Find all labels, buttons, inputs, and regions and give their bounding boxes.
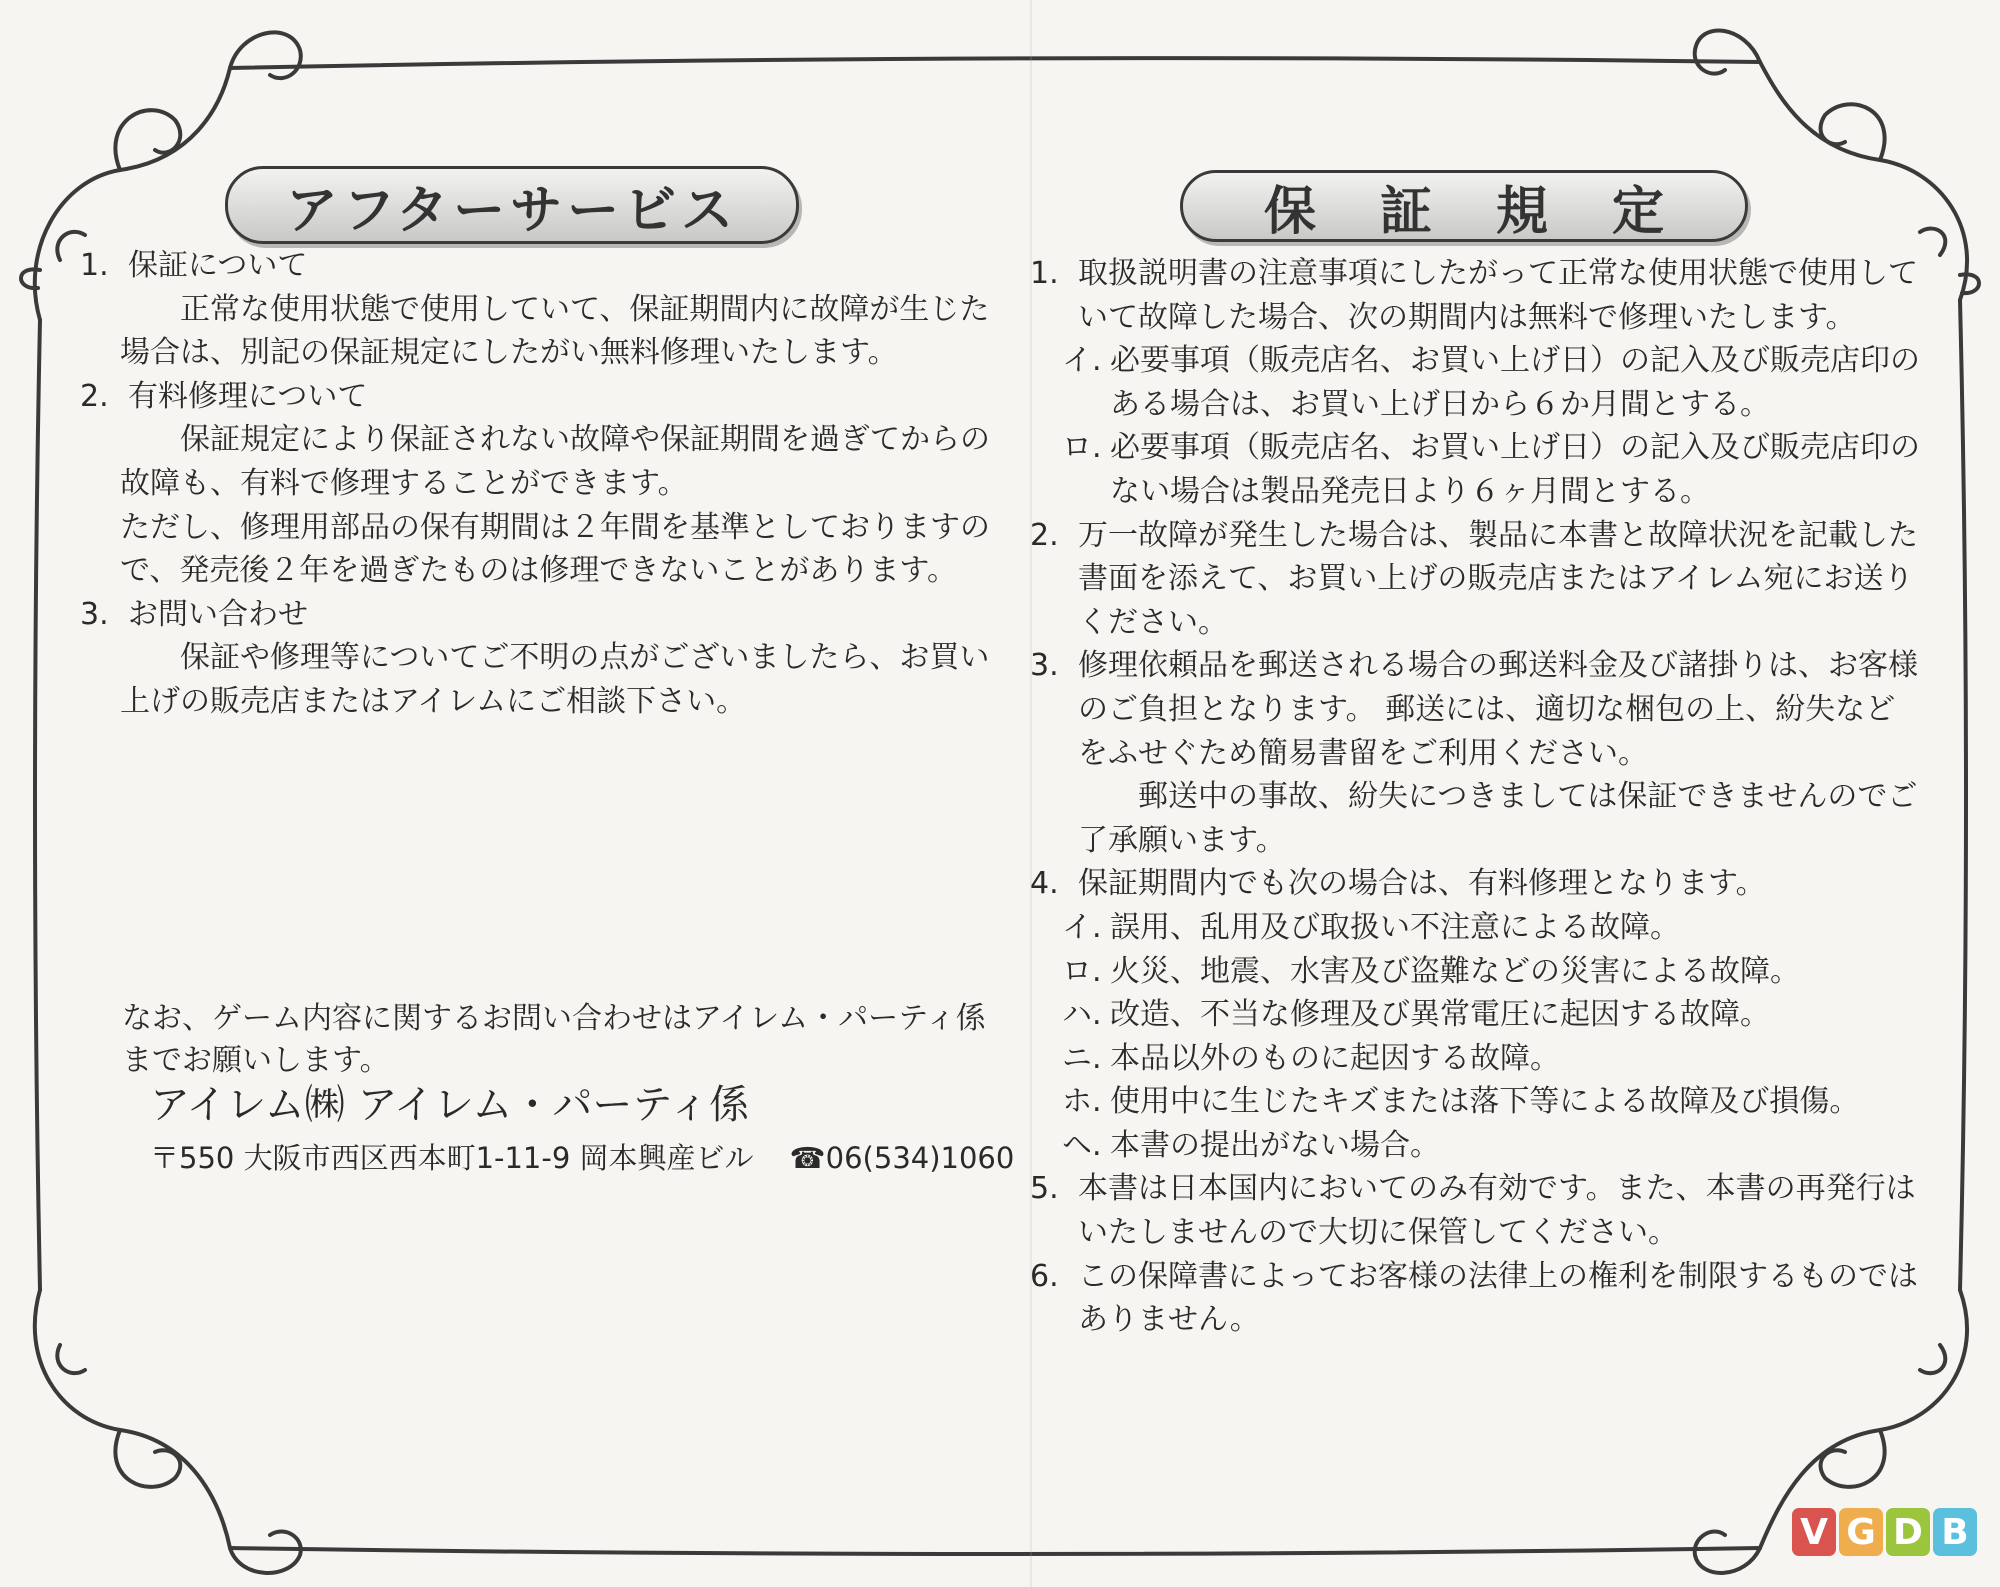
item-number: 1. (1030, 256, 1059, 291)
warranty-item-3 (1030, 644, 1920, 775)
warranty-item-1 (1030, 252, 1920, 339)
company-address (150, 1138, 1014, 1178)
postal-address: 〒550 大阪市西区西本町1-11-9 岡本興産ビル (150, 1141, 754, 1175)
section-1-body: 正常な使用状態で使用していて、保証期間内に故障が生じた場合は、別記の保証規定にしたがい無料修理いたします。 (120, 291, 990, 371)
warranty-item-2 (1030, 514, 1920, 645)
sub-mark: ホ. (1062, 1084, 1102, 1120)
sub-mark: ロ. (1062, 430, 1102, 466)
sub-text: 本書の提出がない場合。 (1110, 1127, 1440, 1163)
warranty-item-4-sub-i (1030, 906, 1920, 950)
sub-text: 火災、地震、水害及び盗難などの災害による故障。 (1110, 953, 1800, 989)
section-3-body: 保証や修理等についてご不明の点がございましたら、お買い上げの販売店またはアイレムにご相談下さい。 (120, 640, 990, 719)
sub-text: 使用中に生じたキズまたは落下等による故障及び損傷。 (1110, 1084, 1860, 1120)
game-inquiry-notice: なお、ゲーム内容に関するお問い合わせはアイレム・パーティ係までお願いします。 (122, 1001, 986, 1078)
sub-mark: イ. (1062, 909, 1102, 945)
warranty-item-4-sub-ha (1030, 993, 1920, 1037)
section-2-heading (80, 375, 990, 419)
warranty-item-5 (1030, 1167, 1920, 1254)
after-service-title: アフターサービス (225, 166, 799, 244)
item-number: 3. (1030, 648, 1059, 684)
warranty-item-4-sub-he (1030, 1124, 1920, 1168)
warranty-item-1-sub-a (1030, 339, 1920, 426)
logo-tile-d: D (1886, 1508, 1930, 1556)
phone-number: ☎06(534)1060 (789, 1141, 1015, 1175)
vgdb-watermark-logo (1792, 1508, 1977, 1556)
section-number: 2. (80, 378, 109, 414)
warranty-terms-title: 保証規定 (1180, 170, 1748, 242)
warranty-item-4-sub-ni (1030, 1037, 1920, 1081)
section-2-note: ただし、修理用部品の保有期間は２年間を基準としておりますので、発売後２年を過ぎたものは修理できないことがあります。 (120, 509, 990, 589)
section-1 (80, 244, 990, 375)
item-text: 修理依頼品を郵送される場合の郵送料金及び諸掛りは、お客様のご負担となります。 郵送には、適切な梱包の上、紛失などをふせぐため簡易書留をご利用ください。 (1078, 648, 1918, 771)
section-number: 1. (80, 248, 109, 283)
section-heading: 保証について (128, 248, 308, 283)
item-number: 4. (1030, 866, 1059, 902)
item-text: 保証期間内でも次の場合は、有料修理となります。 (1078, 866, 1766, 902)
sub-text: 誤用、乱用及び取扱い不注意による故障。 (1110, 909, 1680, 945)
item-text: この保障書によってお客様の法律上の権利を制限するものではありません。 (1078, 1258, 1918, 1338)
section-2-body: 保証規定により保証されない故障や保証期間を過ぎてからの故障も、有料で修理することができます。 (120, 422, 990, 501)
section-2 (80, 375, 990, 593)
logo-tile-v: V (1792, 1508, 1836, 1556)
sub-mark: ハ. (1062, 997, 1102, 1033)
warranty-item-4 (1030, 862, 1920, 906)
sub-mark: イ. (1062, 343, 1102, 379)
section-heading: 有料修理について (128, 378, 368, 414)
sub-text: 必要事項（販売店名、お買い上げ日）の記入及び販売店印のある場合は、お買い上げ日から６か月間とする。 (1110, 343, 1920, 422)
sub-text: 必要事項（販売店名、お買い上げ日）の記入及び販売店印のない場合は製品発売日より６ヶ月間とする。 (1110, 430, 1920, 509)
warranty-item-3-note: 郵送中の事故、紛失につきましては保証できませんのでご了承願います。 (1078, 779, 1918, 858)
sub-mark: ヘ. (1062, 1127, 1102, 1163)
section-heading: お問い合わせ (128, 596, 308, 632)
warranty-terms-list (1030, 252, 1920, 1342)
section-3 (80, 593, 990, 724)
item-number: 2. (1030, 517, 1059, 553)
item-number: 5. (1030, 1171, 1059, 1207)
sub-text: 改造、不当な修理及び異常電圧に起因する故障。 (1110, 997, 1770, 1033)
item-text: 本書は日本国内においてのみ有効です。また、本書の再発行はいたしませんので大切に保管してください。 (1078, 1171, 1916, 1251)
section-3-heading (80, 593, 990, 637)
after-service-section (80, 244, 990, 724)
item-text: 万一故障が発生した場合は、製品に本書と故障状況を記載した書面を添えて、お買い上げの販売店またはアイレム宛にお送りください。 (1078, 517, 1918, 640)
sub-mark: ロ. (1062, 953, 1102, 989)
sub-mark: ニ. (1062, 1040, 1102, 1076)
warranty-item-6 (1030, 1255, 1920, 1342)
sub-text: 本品以外のものに起因する故障。 (1110, 1040, 1560, 1076)
section-number: 3. (80, 596, 109, 632)
item-number: 6. (1030, 1258, 1059, 1294)
logo-tile-g: G (1839, 1508, 1883, 1556)
warranty-item-4-sub-ro (1030, 950, 1920, 994)
warranty-item-4-sub-ho (1030, 1080, 1920, 1124)
logo-tile-b: B (1933, 1508, 1977, 1556)
section-1-heading (80, 244, 990, 288)
warranty-item-1-sub-b (1030, 426, 1920, 513)
company-name: アイレム㈱ アイレム・パーティ係 (150, 1082, 750, 1128)
item-text: 取扱説明書の注意事項にしたがって正常な使用状態で使用していて故障した場合、次の期間内は無料で修理いたします。 (1078, 256, 1918, 335)
